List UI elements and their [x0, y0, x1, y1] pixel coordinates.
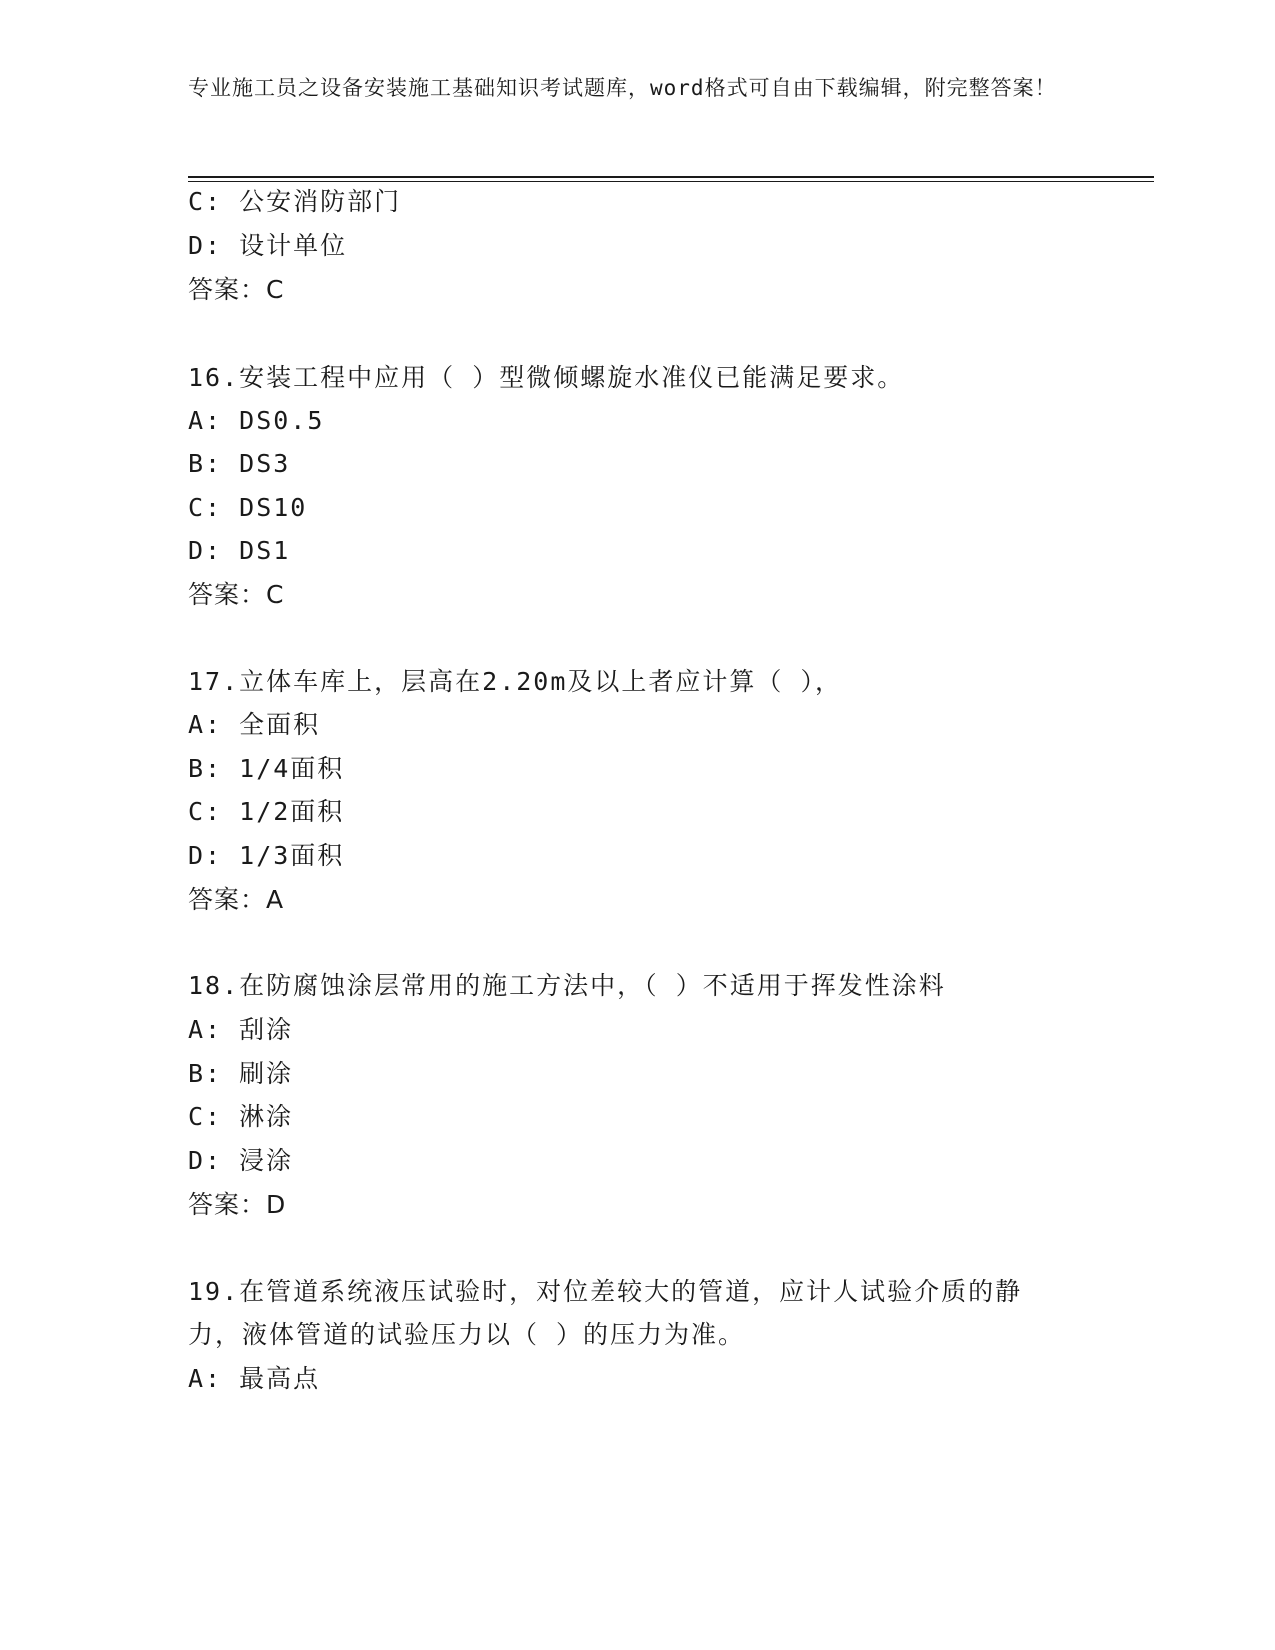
option-d: D: 设计单位 — [188, 231, 348, 260]
option-b: B: 1/4面积 — [188, 754, 345, 783]
answer: 答案：A — [188, 885, 285, 914]
header-divider — [188, 176, 1154, 178]
option-c: C: DS10 — [188, 493, 308, 522]
question-stem: 16.安装工程中应用（ ）型微倾螺旋水准仪已能满足要求。 — [188, 363, 905, 392]
option-a: A: DS0.5 — [188, 406, 325, 435]
answer: 答案：C — [188, 580, 285, 609]
option-c: C: 公安消防部门 — [188, 187, 402, 216]
question-stem: 17.立体车库上，层高在2.20m及以上者应计算（ ）， — [188, 667, 842, 696]
option-d: D: 1/3面积 — [188, 841, 345, 870]
option-c: C: 淋涂 — [188, 1102, 294, 1131]
answer: 答案：C — [188, 275, 285, 304]
option-a: A: 全面积 — [188, 710, 321, 739]
option-a: A: 最高点 — [188, 1364, 321, 1393]
option-b: B: DS3 — [188, 449, 291, 478]
answer: 答案：D — [188, 1190, 287, 1219]
option-d: D: DS1 — [188, 536, 291, 565]
header-divider-thin — [188, 181, 1154, 182]
question-stem-line-1: 19.在管道系统液压试验时，对位差较大的管道，应计人试验介质的静 — [188, 1277, 1023, 1306]
document-header — [188, 72, 1068, 104]
option-a: A: 刮涂 — [188, 1015, 294, 1044]
header-title: 专业施工员之设备安装施工基础知识考试题库，word格式可自由下载编辑，附完整答案！ — [188, 76, 1057, 100]
option-c: C: 1/2面积 — [188, 797, 345, 826]
option-b: B: 刷涂 — [188, 1059, 294, 1088]
question-stem-line-2: 力，液体管道的试验压力以（ ）的压力为准。 — [188, 1320, 746, 1349]
option-d: D: 浸涂 — [188, 1146, 294, 1175]
question-stem: 18.在防腐蚀涂层常用的施工方法中，（ ）不适用于挥发性涂料 — [188, 971, 946, 1000]
